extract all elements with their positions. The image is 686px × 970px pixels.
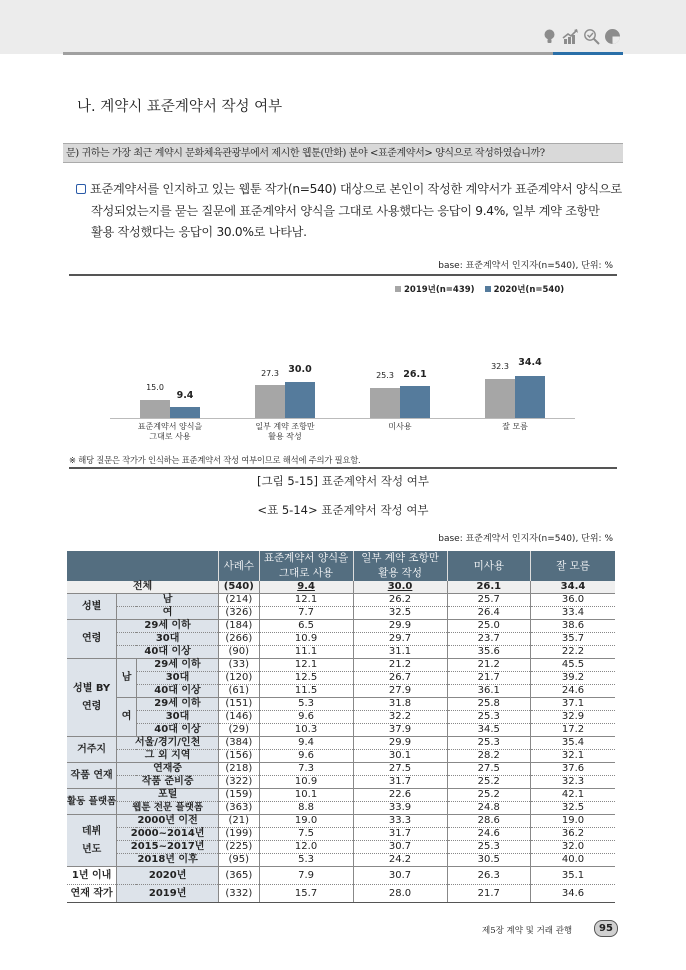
table-row xyxy=(67,620,615,633)
checkbox-bullet-icon xyxy=(76,184,86,194)
cell: 21.2 xyxy=(447,659,530,672)
table-row xyxy=(67,685,615,698)
summary-paragraph xyxy=(76,179,626,244)
row-label: 29세 이하 xyxy=(136,698,218,711)
group-label: 성별 xyxy=(67,594,117,620)
row-label: 29세 이하 xyxy=(117,620,219,633)
cell: 7.9 xyxy=(259,867,353,885)
cell: 25.3 xyxy=(447,737,530,750)
summary-line: 활용 작성했다는 응답이 30.0%로 나타남. xyxy=(91,225,307,239)
cell: 5.3 xyxy=(259,854,353,867)
bar-2020 xyxy=(515,376,545,418)
group-label: 데뷔 년도 xyxy=(67,815,117,867)
cell: 38.6 xyxy=(531,620,615,633)
header-col-3: 미사용 xyxy=(447,551,530,581)
cell: (326) xyxy=(219,607,260,620)
cell: (21) xyxy=(219,815,260,828)
table-row xyxy=(67,828,615,841)
cell: 24.6 xyxy=(531,685,615,698)
cell: 9.4 xyxy=(259,581,353,594)
cell: 10.9 xyxy=(259,633,353,646)
growth-chart-icon xyxy=(562,28,579,45)
cell: 30.7 xyxy=(353,841,447,854)
row-label: 30대 xyxy=(117,633,219,646)
cell: (363) xyxy=(219,802,260,815)
bar-value: 34.4 xyxy=(518,357,542,368)
figure-caption: [그림 5-15] 표준계약서 작성 여부 xyxy=(257,474,429,488)
cell: 21.2 xyxy=(353,659,447,672)
cell: 25.2 xyxy=(447,789,530,802)
cell: 10.9 xyxy=(259,776,353,789)
row-label: 남 xyxy=(117,594,219,607)
group-label: 1년 이내 xyxy=(67,867,117,885)
table-caption: <표 5-14> 표준계약서 작성 여부 xyxy=(257,503,429,517)
category-label: 잘 모름 xyxy=(502,422,528,431)
table-row xyxy=(67,841,615,854)
bar-value: 9.4 xyxy=(176,390,194,401)
subgroup-label: 남 xyxy=(117,659,137,698)
cell: 26.4 xyxy=(447,607,530,620)
cell: 31.7 xyxy=(353,776,447,789)
cell: 26.7 xyxy=(353,672,447,685)
cell: (159) xyxy=(219,789,260,802)
cell: 24.6 xyxy=(447,828,530,841)
bar-2019 xyxy=(255,385,285,418)
cell: 25.0 xyxy=(447,620,530,633)
header-col-1a: 표준계약서 양식을 xyxy=(259,551,353,566)
cell: 12.1 xyxy=(259,594,353,607)
cell: (322) xyxy=(219,776,260,789)
group-label: 연재 작가 xyxy=(67,885,117,903)
cell: 6.5 xyxy=(259,620,353,633)
row-label: 40대 이상 xyxy=(136,724,218,737)
table-row xyxy=(67,711,615,724)
cell: 31.7 xyxy=(353,828,447,841)
header-col-4: 잘 모름 xyxy=(531,551,615,581)
cell: 37.1 xyxy=(531,698,615,711)
cell: 35.7 xyxy=(531,633,615,646)
cell: 9.6 xyxy=(259,711,353,724)
cell: 28.0 xyxy=(353,885,447,903)
cell: 37.9 xyxy=(353,724,447,737)
cell: 29.9 xyxy=(353,620,447,633)
cell: 15.7 xyxy=(259,885,353,903)
cell: 32.5 xyxy=(353,607,447,620)
legend-label: 2020년(n=540) xyxy=(493,285,565,295)
cell: 31.1 xyxy=(353,646,447,659)
table-row xyxy=(67,672,615,685)
cell: (120) xyxy=(219,672,260,685)
survey-question: 문) 귀하는 가장 최근 계약시 문화체육관광부에서 제시한 웹툰(만화) 분야 <표준계약서> 양식으로 작성하였습니까? xyxy=(63,143,623,163)
table-row xyxy=(67,607,615,620)
cell: 12.1 xyxy=(259,659,353,672)
header-blank xyxy=(67,551,219,581)
row-label: 30대 xyxy=(136,672,218,685)
table-row xyxy=(67,659,615,672)
lightbulb-icon xyxy=(541,28,558,45)
cell: (33) xyxy=(219,659,260,672)
bar-2019 xyxy=(370,388,400,418)
cell: 28.6 xyxy=(447,815,530,828)
data-table xyxy=(67,551,615,903)
cell: (332) xyxy=(219,885,260,903)
table-row xyxy=(67,698,615,711)
cell: 33.9 xyxy=(353,802,447,815)
subgroup-label: 여 xyxy=(117,698,137,737)
cell: 5.3 xyxy=(259,698,353,711)
cell: (199) xyxy=(219,828,260,841)
cell: (266) xyxy=(219,633,260,646)
cell: 19.0 xyxy=(531,815,615,828)
cell: (146) xyxy=(219,711,260,724)
cell: 30.1 xyxy=(353,750,447,763)
pie-chart-icon xyxy=(604,28,621,45)
cell: 30.7 xyxy=(353,867,447,885)
table-row xyxy=(67,724,615,737)
header-rule-accent xyxy=(553,52,623,55)
row-label: 여 xyxy=(117,607,219,620)
table-row xyxy=(67,594,615,607)
chart-note: ※ 해당 질문은 작가가 인식하는 표준계약서 작성 여부이므로 해석에 주의가 필요함. xyxy=(69,455,361,465)
table-header-row xyxy=(67,551,615,566)
cell: 36.1 xyxy=(447,685,530,698)
header-col-1b: 그대로 사용 xyxy=(259,566,353,581)
group-label: 거주지 xyxy=(67,737,117,763)
table-row xyxy=(67,633,615,646)
cell: 21.7 xyxy=(447,672,530,685)
cell: 32.1 xyxy=(531,750,615,763)
bar-value: 27.3 xyxy=(261,369,279,378)
bar-2020 xyxy=(170,407,200,418)
cell: 21.7 xyxy=(447,885,530,903)
table-row xyxy=(67,737,615,750)
cell: (384) xyxy=(219,737,260,750)
table-row xyxy=(67,867,615,885)
cell: 28.2 xyxy=(447,750,530,763)
bar-value: 32.3 xyxy=(491,362,509,371)
cell: 34.5 xyxy=(447,724,530,737)
section-title: 나. 계약시 표준계약서 작성 여부 xyxy=(77,99,283,115)
table-base-note: base: 표준계약서 인지자(n=540), 단위: % xyxy=(438,534,613,544)
cell: (29) xyxy=(219,724,260,737)
cell: (90) xyxy=(219,646,260,659)
cell: 10.3 xyxy=(259,724,353,737)
group-label: 성별 BY 연령 xyxy=(67,659,117,737)
header-sample-count: 사례수 xyxy=(219,551,260,581)
table-row xyxy=(67,854,615,867)
cell: 11.5 xyxy=(259,685,353,698)
cell: 35.6 xyxy=(447,646,530,659)
row-label: 그 외 지역 xyxy=(117,750,219,763)
cell: 9.6 xyxy=(259,750,353,763)
row-label: 40대 이상 xyxy=(136,685,218,698)
table-row xyxy=(67,815,615,828)
cell: (156) xyxy=(219,750,260,763)
cell: 8.8 xyxy=(259,802,353,815)
header-icons xyxy=(541,28,621,45)
row-label: 2000~2014년 xyxy=(117,828,219,841)
cell: 37.6 xyxy=(531,763,615,776)
row-label: 2015~2017년 xyxy=(117,841,219,854)
table-row xyxy=(67,763,615,776)
category-label: 표준계약서 양식을 그대로 사용 xyxy=(137,422,203,441)
cell: 32.3 xyxy=(531,776,615,789)
bar-2019 xyxy=(485,379,515,418)
cell: 12.5 xyxy=(259,672,353,685)
row-label: 2020년 xyxy=(117,867,219,885)
table-row xyxy=(67,789,615,802)
cell: 24.2 xyxy=(353,854,447,867)
table-row xyxy=(67,776,615,789)
header-col-2b: 활용 작성 xyxy=(353,566,447,581)
cell: (95) xyxy=(219,854,260,867)
cell: 32.2 xyxy=(353,711,447,724)
cell: 25.3 xyxy=(447,711,530,724)
chart-base-note: base: 표준계약서 인지자(n=540), 단위: % xyxy=(438,261,613,271)
cell: 25.3 xyxy=(447,841,530,854)
row-label: 연재중 xyxy=(117,763,219,776)
header-rule xyxy=(63,52,553,55)
cell: 27.5 xyxy=(353,763,447,776)
cell: 31.8 xyxy=(353,698,447,711)
cell: 7.3 xyxy=(259,763,353,776)
cell: 39.2 xyxy=(531,672,615,685)
cell: 36.0 xyxy=(531,594,615,607)
cell: 11.1 xyxy=(259,646,353,659)
cell: 25.7 xyxy=(447,594,530,607)
cell: 19.0 xyxy=(259,815,353,828)
cell: 34.4 xyxy=(531,581,615,594)
cell: (540) xyxy=(219,581,260,594)
category-label: 미사용 xyxy=(388,422,412,431)
table-row xyxy=(67,646,615,659)
row-label: 30대 xyxy=(136,711,218,724)
cell: (184) xyxy=(219,620,260,633)
row-label: 전체 xyxy=(67,581,219,594)
cell: 30.0 xyxy=(353,581,447,594)
table-row-total xyxy=(67,581,615,594)
row-label: 포털 xyxy=(117,789,219,802)
group-label: 연령 xyxy=(67,620,117,659)
cell: 34.6 xyxy=(531,885,615,903)
cell: 12.0 xyxy=(259,841,353,854)
bar-value: 26.1 xyxy=(403,369,427,380)
cell: 32.0 xyxy=(531,841,615,854)
cell: 32.5 xyxy=(531,802,615,815)
summary-line: 작성되었는지를 묻는 질문에 표준계약서 양식을 그대로 사용했다는 응답이 9.4%, 일부 계약 조항만 xyxy=(91,203,600,218)
cell: 17.2 xyxy=(531,724,615,737)
table-row xyxy=(67,802,615,815)
row-label: 웹툰 전문 플랫폼 xyxy=(117,802,219,815)
bar-value: 30.0 xyxy=(288,364,312,375)
cell: (151) xyxy=(219,698,260,711)
chapter-footer: 제5장 계약 및 거래 관행 xyxy=(482,926,573,936)
header-col-2a: 일부 계약 조항만 xyxy=(353,551,447,566)
row-label: 29세 이하 xyxy=(136,659,218,672)
chart-top-rule xyxy=(69,274,617,276)
bar-2019 xyxy=(140,400,170,418)
cell: 9.4 xyxy=(259,737,353,750)
cell: 7.7 xyxy=(259,607,353,620)
cell: 27.5 xyxy=(447,763,530,776)
page-number: 95 xyxy=(594,920,618,937)
bar-chart xyxy=(110,290,580,450)
cell: 25.2 xyxy=(447,776,530,789)
cell: (225) xyxy=(219,841,260,854)
cell: 30.5 xyxy=(447,854,530,867)
cell: 10.1 xyxy=(259,789,353,802)
cell: 25.8 xyxy=(447,698,530,711)
cell: 26.2 xyxy=(353,594,447,607)
cell: 35.1 xyxy=(531,867,615,885)
cell: 7.5 xyxy=(259,828,353,841)
row-label: 2018년 이후 xyxy=(117,854,219,867)
cell: 26.3 xyxy=(447,867,530,885)
bar-value: 15.0 xyxy=(146,383,164,392)
cell: 24.8 xyxy=(447,802,530,815)
cell: 22.6 xyxy=(353,789,447,802)
group-label: 작품 연재 xyxy=(67,763,117,789)
row-label: 서울/경기/인천 xyxy=(117,737,219,750)
cell: 22.2 xyxy=(531,646,615,659)
group-label: 활동 플랫폼 xyxy=(67,789,117,815)
cell: 33.4 xyxy=(531,607,615,620)
table-row xyxy=(67,885,615,903)
cell: 45.5 xyxy=(531,659,615,672)
legend-label: 2019년(n=439) xyxy=(404,285,475,295)
cell: 27.9 xyxy=(353,685,447,698)
table-row xyxy=(67,750,615,763)
row-label: 작품 준비중 xyxy=(117,776,219,789)
cell: (214) xyxy=(219,594,260,607)
cell: 35.4 xyxy=(531,737,615,750)
cell: 40.0 xyxy=(531,854,615,867)
summary-line: 표준계약서를 인지하고 있는 웹툰 작가(n=540) 대상으로 본인이 작성한 계약서가 표준계약서 양식으로 xyxy=(90,182,622,196)
x-axis xyxy=(110,418,575,419)
category-label: 일부 계약 조항만 활용 작성 xyxy=(255,422,315,441)
row-label: 2000년 이전 xyxy=(117,815,219,828)
row-label: 2019년 xyxy=(117,885,219,903)
cell: (61) xyxy=(219,685,260,698)
cell: 32.9 xyxy=(531,711,615,724)
cell: 42.1 xyxy=(531,789,615,802)
cell: 23.7 xyxy=(447,633,530,646)
cell: 29.9 xyxy=(353,737,447,750)
page-header-band xyxy=(0,0,686,54)
cell: 29.7 xyxy=(353,633,447,646)
cell: 33.3 xyxy=(353,815,447,828)
row-label: 40대 이상 xyxy=(117,646,219,659)
chart-bottom-rule xyxy=(69,467,617,469)
cell: 26.1 xyxy=(447,581,530,594)
bar-value: 25.3 xyxy=(376,371,394,380)
bar-2020 xyxy=(400,386,430,418)
magnifier-check-icon xyxy=(583,28,600,45)
bar-2020 xyxy=(285,382,315,418)
cell: 36.2 xyxy=(531,828,615,841)
cell: (218) xyxy=(219,763,260,776)
cell: (365) xyxy=(219,867,260,885)
